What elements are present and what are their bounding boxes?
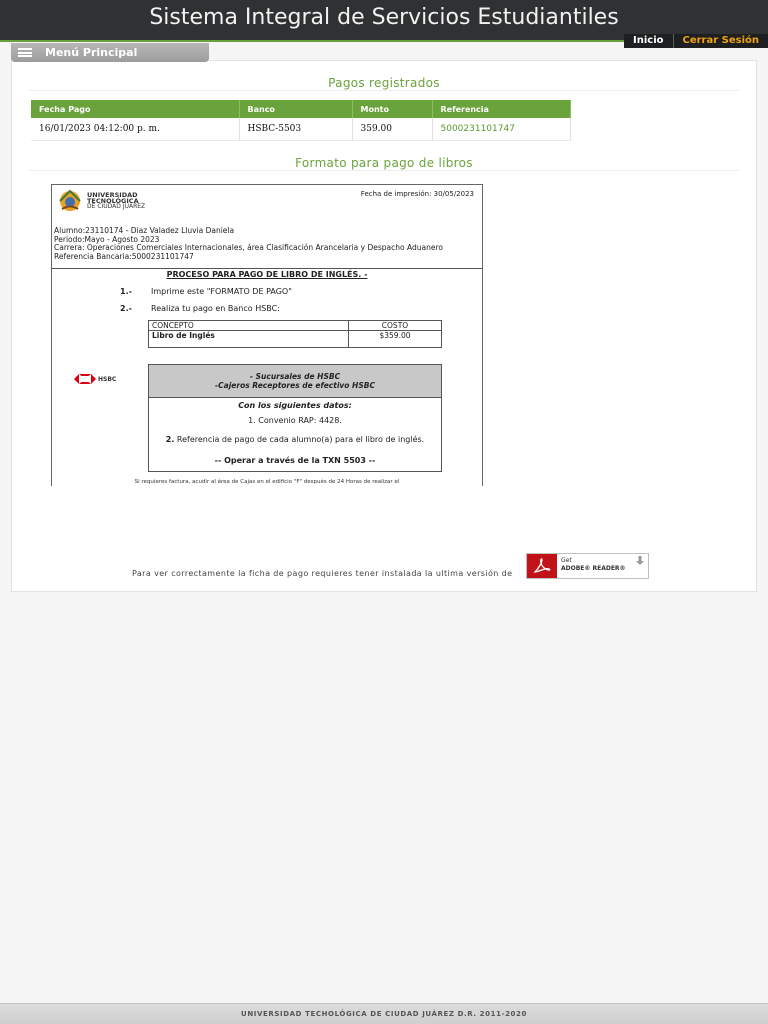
- table-header-row: [31, 100, 571, 118]
- adobe-reader-notice: Para ver correctamente la ficha de pago requieres tener instalada la ultima versión de: [132, 569, 513, 578]
- cell-referencia: 5000231101747: [432, 118, 571, 140]
- bank-reference-line: Referencia Bancaria:5000231101747: [54, 251, 194, 261]
- column-header-banco: Banco: [239, 100, 352, 118]
- student-info: [54, 227, 443, 261]
- payments-table: [31, 100, 571, 141]
- reference-instruction-line: 2. Referencia de pago de cada alumno(a) para el libro de inglés.: [165, 435, 425, 444]
- step-2-text: Realiza tu pago en Banco HSBC:: [151, 304, 280, 313]
- university-logo: [56, 188, 145, 214]
- column-header-monto: Monto: [352, 100, 432, 118]
- payment-slip-viewer[interactable]: [51, 184, 483, 486]
- get-adobe-reader-button[interactable]: [526, 553, 649, 579]
- payment-data-title: Con los siguientes datos:: [238, 401, 352, 410]
- column-header-fecha: Fecha Pago: [31, 100, 239, 118]
- hamburger-icon: [18, 48, 32, 57]
- cost-value: $359.00: [349, 331, 442, 348]
- content-panel: [11, 60, 757, 592]
- career-line: Carrera: Operaciones Comerciales Internacionales, área Clasificación Arancelaria y Despacho Aduanero: [54, 243, 443, 252]
- step-1-text: Imprime este "FORMATO DE PAGO": [151, 287, 292, 296]
- logout-link[interactable]: Cerrar Sesión: [682, 35, 759, 46]
- cell-banco: HSBC-5503: [239, 118, 352, 140]
- student-line: Alumno:23110174 - Diaz Valadez Lluvia Daniela: [54, 226, 235, 235]
- section-divider: [28, 90, 740, 91]
- period-line: Periodo:Mayo - Agosto 2023: [54, 234, 160, 244]
- payment-data: [149, 401, 441, 465]
- adobe-badge-text: Get ADOBE® READER®: [561, 557, 626, 572]
- footer: UNIVERSIDAD TECHOLÓGICA DE CIUDAD JUÁREZ D.R. 2011-2020: [0, 1003, 768, 1024]
- table-row: [31, 118, 571, 140]
- concept-table: [148, 320, 442, 348]
- main-menu-button[interactable]: [11, 43, 209, 62]
- bank-channels: - Sucursales de HSBC -Cajeros Receptores de efectivo HSBC: [149, 365, 441, 398]
- home-link[interactable]: Inicio: [624, 34, 674, 48]
- step-1-number: 1.-: [120, 287, 132, 296]
- main-menu-label: Menú Principal: [45, 46, 138, 59]
- invoice-note: Si requieres factura, acudir al área de Cajas en el edificio "F" después de 24 Horas de realizar el: [134, 479, 400, 485]
- format-section-title: Formato para pago de libros: [295, 156, 473, 170]
- slip-header: [52, 185, 482, 269]
- hsbc-label: HSBC: [98, 375, 117, 383]
- adobe-pdf-icon: [527, 554, 557, 578]
- section-divider: [28, 170, 740, 171]
- cell-fecha: 16/01/2023 04:12:00 p. m.: [31, 118, 239, 140]
- rap-agreement-line: 1. Convenio RAP: 4428.: [248, 416, 342, 425]
- cost-header: COSTO: [349, 321, 442, 331]
- adobe-logo-icon: [533, 558, 551, 574]
- cell-monto: 359.00: [352, 118, 432, 140]
- top-nav: [624, 34, 768, 48]
- download-arrow-icon: [635, 556, 645, 566]
- hsbc-logo: [74, 374, 116, 384]
- app-title: Sistema Integral de Servicios Estudiantiles: [149, 5, 619, 30]
- column-header-referencia: Referencia: [432, 100, 571, 118]
- step-2-number: 2.-: [120, 304, 132, 313]
- concept-value: Libro de Inglés: [149, 331, 349, 348]
- university-name: UNIVERSIDAD TECNOLÓGICA DE CIUDAD JUÁREZ: [87, 191, 146, 210]
- print-date: Fecha de impresión: 30/05/2023: [360, 190, 474, 198]
- hsbc-logo-icon: [74, 374, 96, 384]
- concept-header: CONCEPTO: [149, 321, 349, 331]
- payments-section-title: Pagos registrados: [328, 76, 440, 90]
- bank-instructions-box: [148, 364, 442, 472]
- txn-line: -- Operar a través de la TXN 5503 --: [214, 456, 376, 465]
- process-title: PROCESO PARA PAGO DE LIBRO DE INGLÉS. -: [166, 270, 368, 279]
- university-logo-icon: [56, 188, 84, 214]
